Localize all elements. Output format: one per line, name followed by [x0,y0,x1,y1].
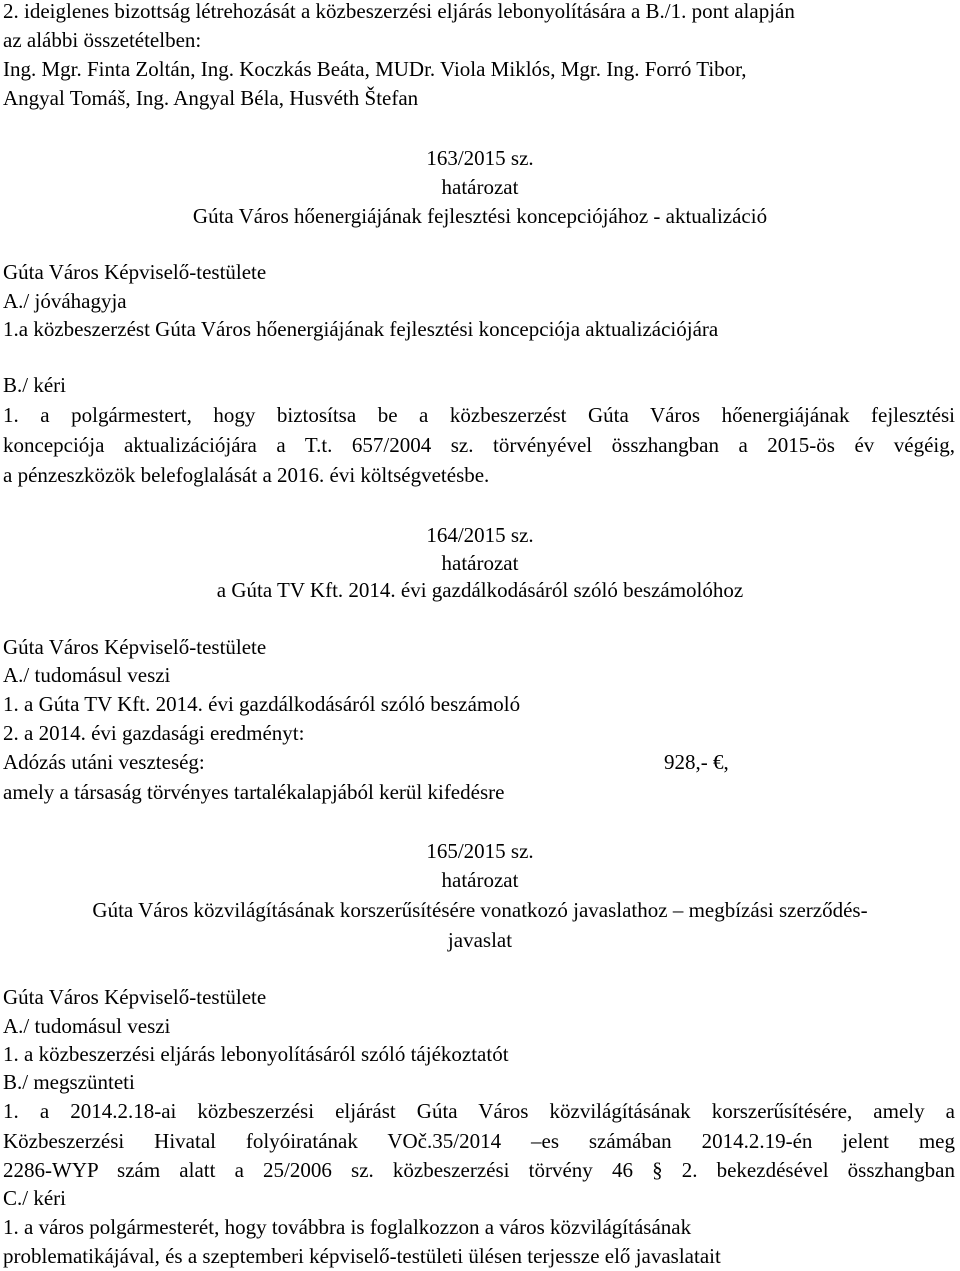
resolution-165-type: határozat [441,868,519,892]
resolution-165-c1-line-1: 1. a város polgármesterét, hogy továbbra is foglalkozzon a város közvilágításának [3,1215,692,1239]
resolution-165-a-heading: A./ tudomásul veszi [3,1014,171,1038]
intro-line-4: Angyal Tomáš, Ing. Angyal Béla, Husvéth Štefan [3,86,419,110]
resolution-164-subject: a Gúta TV Kft. 2014. évi gazdálkodásáról szóló beszámolóhoz [216,578,744,602]
resolution-163-b1-line-3: a pénzeszközök belefoglalását a 2016. évi költségvetésbe. [3,463,490,487]
resolution-165-c-heading: C./ kéri [3,1186,66,1210]
intro-line-1: 2. ideiglenes bizottság létrehozását a közbeszerzési eljárás lebonyolítására a B./1. pont alapján [3,0,795,23]
resolution-163-a1: 1.a közbeszerzést Gúta Város hőenergiájának fejlesztési koncepciója aktualizációjára [3,317,719,341]
resolution-165-c1-line-2: problematikájával, és a szeptemberi képviselő-testületi ülésen terjessze elő javaslatait [3,1244,721,1268]
resolution-163-body: Gúta Város Képviselő-testülete [3,260,267,284]
resolution-163-type: határozat [441,175,519,199]
resolution-164-body: Gúta Város Képviselő-testülete [3,635,267,659]
resolution-165-number: 165/2015 sz. [426,839,534,863]
resolution-163-a-heading: A./ jóváhagyja [3,289,127,313]
resolution-164-a1: 1. a Gúta TV Kft. 2014. évi gazdálkodásáról szóló beszámoló [3,692,521,716]
resolution-163-number: 163/2015 sz. [426,146,534,170]
intro-line-3: Ing. Mgr. Finta Zoltán, Ing. Koczkás Beáta, MUDr. Viola Miklós, Mgr. Ing. Forró Tibor, [3,57,747,81]
resolution-163-b1-line-1: 1. a polgármestert, hogy biztosítsa be a közbeszerzést Gúta Város hőenergiájának fejlesztési [3,403,955,427]
resolution-164-loss-value: 928,- €, [664,750,729,774]
resolution-165-b1-line-3: 2286-WYP szám alatt a 25/2006 sz. közbeszerzési törvény 46 § 2. bekezdésével összhangban [3,1158,955,1182]
resolution-164-cover: amely a társaság törvényes tartalékalapjából kerül kifedésre [3,780,505,804]
resolution-163-b1-line-2: koncepciója aktualizációjára a T.t. 657/2004 sz. törvényével összhangban a 2015-ös év végéig, [3,433,955,457]
resolution-164-type: határozat [441,551,519,575]
resolution-165-subject-line-2: javaslat [447,928,513,952]
resolution-164-a-heading: A./ tudomásul veszi [3,663,171,687]
resolution-165-a1: 1. a közbeszerzési eljárás lebonyolításáról szóló tájékoztatót [3,1042,509,1066]
resolution-165-b1-line-1: 1. a 2014.2.18-ai közbeszerzési eljárást Gúta Város közvilágításának korszerűsítésére, amely a [3,1099,955,1123]
intro-line-2: az alábbi összetételben: [3,28,202,52]
resolution-165-body: Gúta Város Képviselő-testülete [3,985,267,1009]
resolution-165-subject-line-1: Gúta Város közvilágításának korszerűsítésére vonatkozó javaslathoz – megbízási szerződés- [92,898,868,922]
resolution-164-loss-label: Adózás utáni veszteség: [3,750,205,774]
resolution-164-number: 164/2015 sz. [426,523,534,547]
resolution-165-b-heading: B./ megszünteti [3,1070,135,1094]
resolution-163-b-heading: B./ kéri [3,373,66,397]
resolution-164-a2: 2. a 2014. évi gazdasági eredményt: [3,721,305,745]
resolution-165-b1-line-2: Közbeszerzési Hivatal folyóiratának VOč.35/2014 –es számában 2014.2.19-én jelent meg [3,1129,955,1153]
resolution-163-subject: Gúta Város hőenergiájának fejlesztési koncepciójához - aktualizáció [192,204,768,228]
